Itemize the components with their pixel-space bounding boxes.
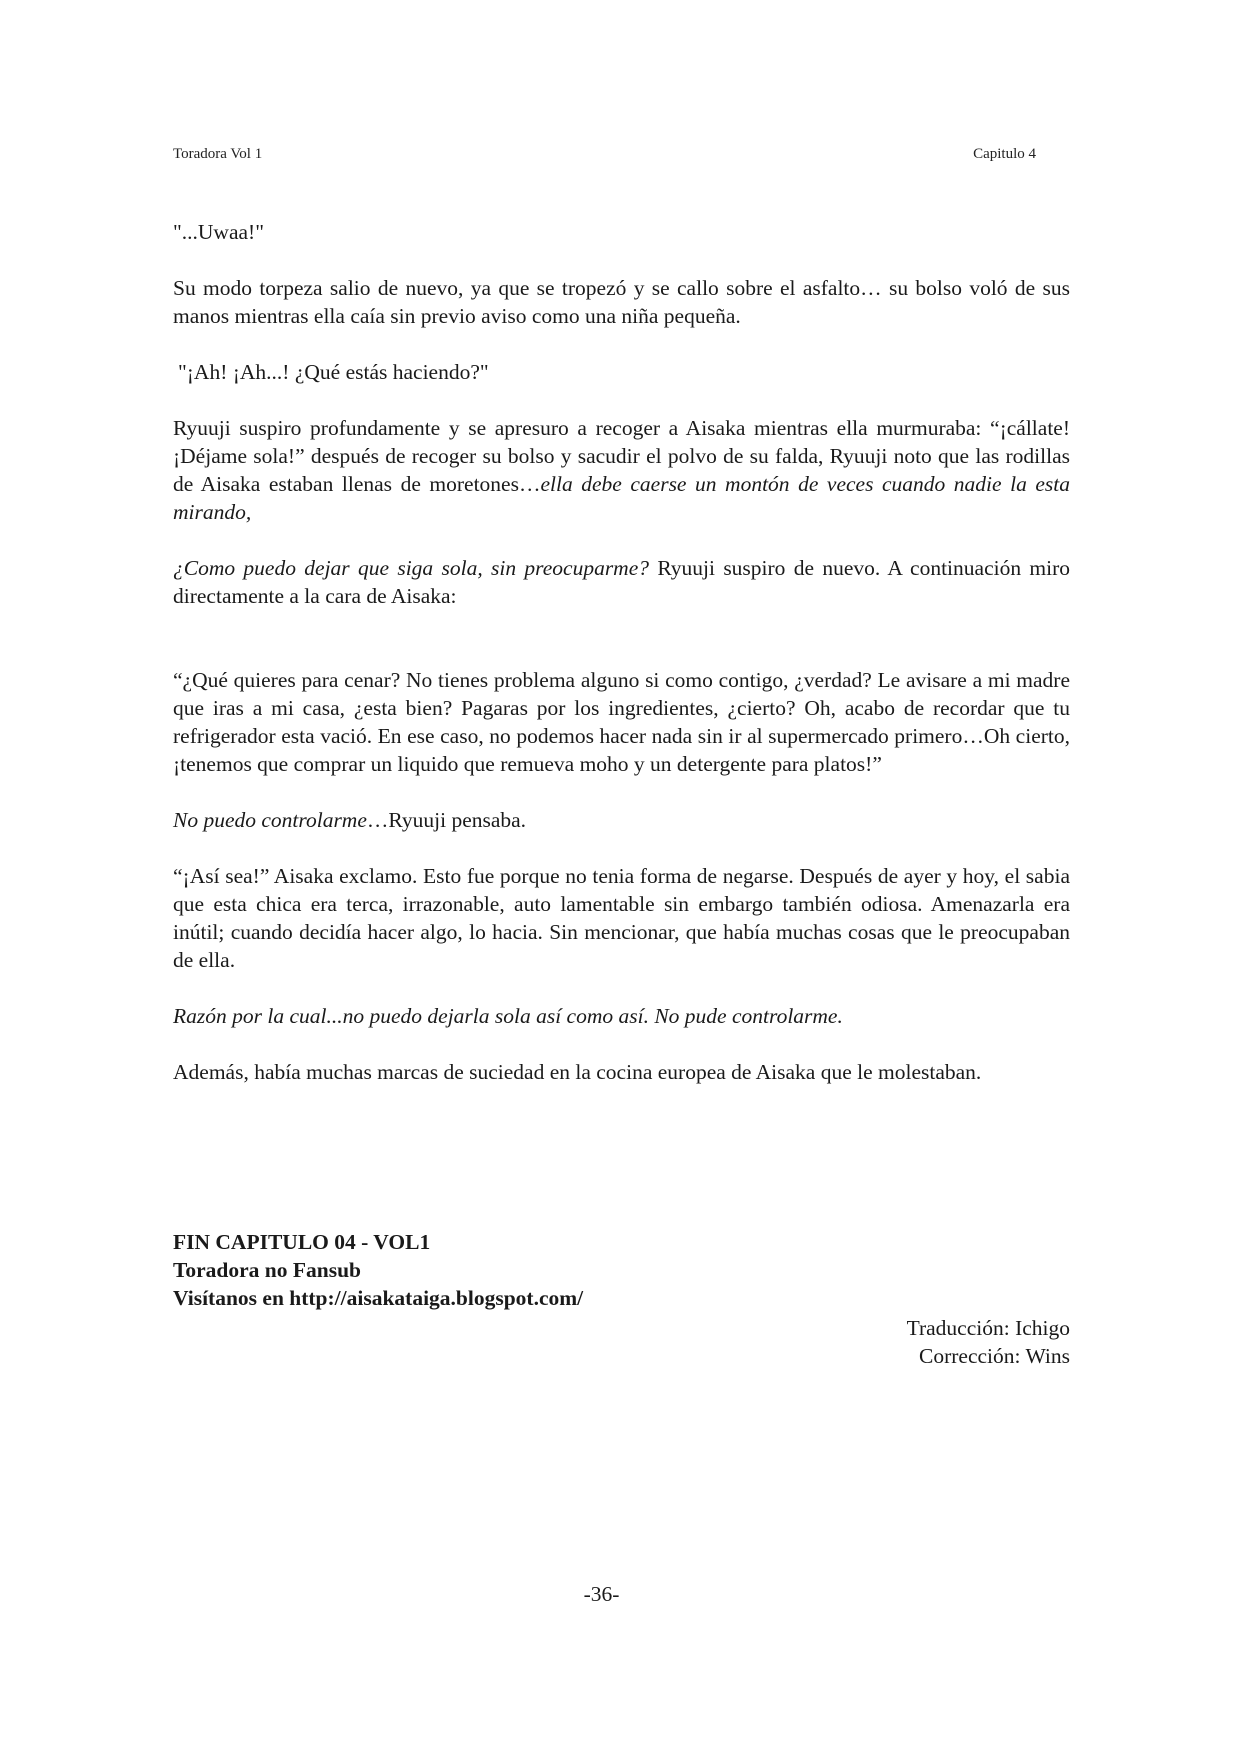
running-header <box>173 146 1036 163</box>
paragraph-4-text: Ryuuji suspiro profundamente y se apresuro a recoger a Aisaka mientras ella murmuraba: “¡cállate! ¡Déjame sola!” después de recoger su bolso y sacudir el polvo de su falda, Ryuuji noto que las rodillas de Aisaka estaban llenas de moretones… <box>173 416 1070 496</box>
chapter-end-block <box>173 1228 1070 1312</box>
credit-translation: Traducción: Ichigo <box>906 1316 1070 1340</box>
credit-correction: Corrección: Wins <box>919 1344 1070 1368</box>
credits <box>173 1314 1070 1370</box>
paragraph-7-thought: No puedo controlarme <box>173 808 367 832</box>
paragraph-4 <box>173 414 1070 526</box>
body-text <box>173 218 1070 1114</box>
paragraph-1: "...Uwaa!" <box>173 220 264 244</box>
page-number: -36- <box>583 1582 620 1606</box>
paragraph-5-thought: ¿Como puedo dejar que siga sola, sin preocuparme? <box>173 556 650 580</box>
paragraph-7-text: …Ryuuji pensaba. <box>366 808 527 832</box>
paragraph-5-text: Ryuuji suspiro de nuevo. A continuación miro directamente a la cara de Aisaka: <box>173 556 1071 608</box>
paragraph-2: Su modo torpeza salio de nuevo, ya que se tropezó y se callo sobre el asfalto… su bolso voló de sus manos mientras ella caía sin previo aviso como una niña pequeña. <box>173 276 1070 328</box>
chapter-end-title: FIN CAPITULO 04 - VOL1 <box>173 1230 431 1254</box>
paragraph-9-thought: Razón por la cual...no puedo dejarla sola así como así. No pude controlarme. <box>173 1004 843 1028</box>
header-chapter: Capitulo 4 <box>973 146 1036 162</box>
paragraph-5 <box>173 554 1070 610</box>
paragraph-9 <box>173 1002 1070 1030</box>
paragraph-4-thought: ella debe caerse un montón de veces cuando nadie la esta mirando, <box>173 472 1071 524</box>
header-book-title: Toradora Vol 1 <box>173 146 263 162</box>
fansub-name: Toradora no Fansub <box>173 1258 361 1282</box>
paragraph-10: Además, había muchas marcas de suciedad en la cocina europea de Aisaka que le molestaban. <box>173 1060 982 1084</box>
fansub-url: Visítanos en http://aisakataiga.blogspot.com/ <box>173 1286 584 1310</box>
paragraph-6: “¿Qué quieres para cenar? No tienes problema alguno si como contigo, ¿verdad? Le avisare a mi madre que iras a mi casa, ¿esta bien? Pagaras por los ingredientes, ¿cierto? Oh, acabo de recordar que tu refrigerador esta vació. En ese caso, no podemos hacer nada sin ir al supermercado primero…Oh cierto, ¡tenemos que comprar un liquido que remueva moho y un detergente para platos!” <box>173 668 1070 776</box>
paragraph-3: "¡Ah! ¡Ah...! ¿Qué estás haciendo?" <box>178 360 489 384</box>
paragraph-7 <box>173 806 1070 834</box>
paragraph-8: “¡Así sea!” Aisaka exclamo. Esto fue porque no tenia forma de negarse. Después de ayer y hoy, el sabia que esta chica era terca, irrazonable, auto lamentable sin embargo también odiosa. Amenazarla era inútil; cuando decidía hacer algo, lo hacia. Sin mencionar, que había muchas cosas que le preocupaban de ella. <box>173 864 1070 972</box>
